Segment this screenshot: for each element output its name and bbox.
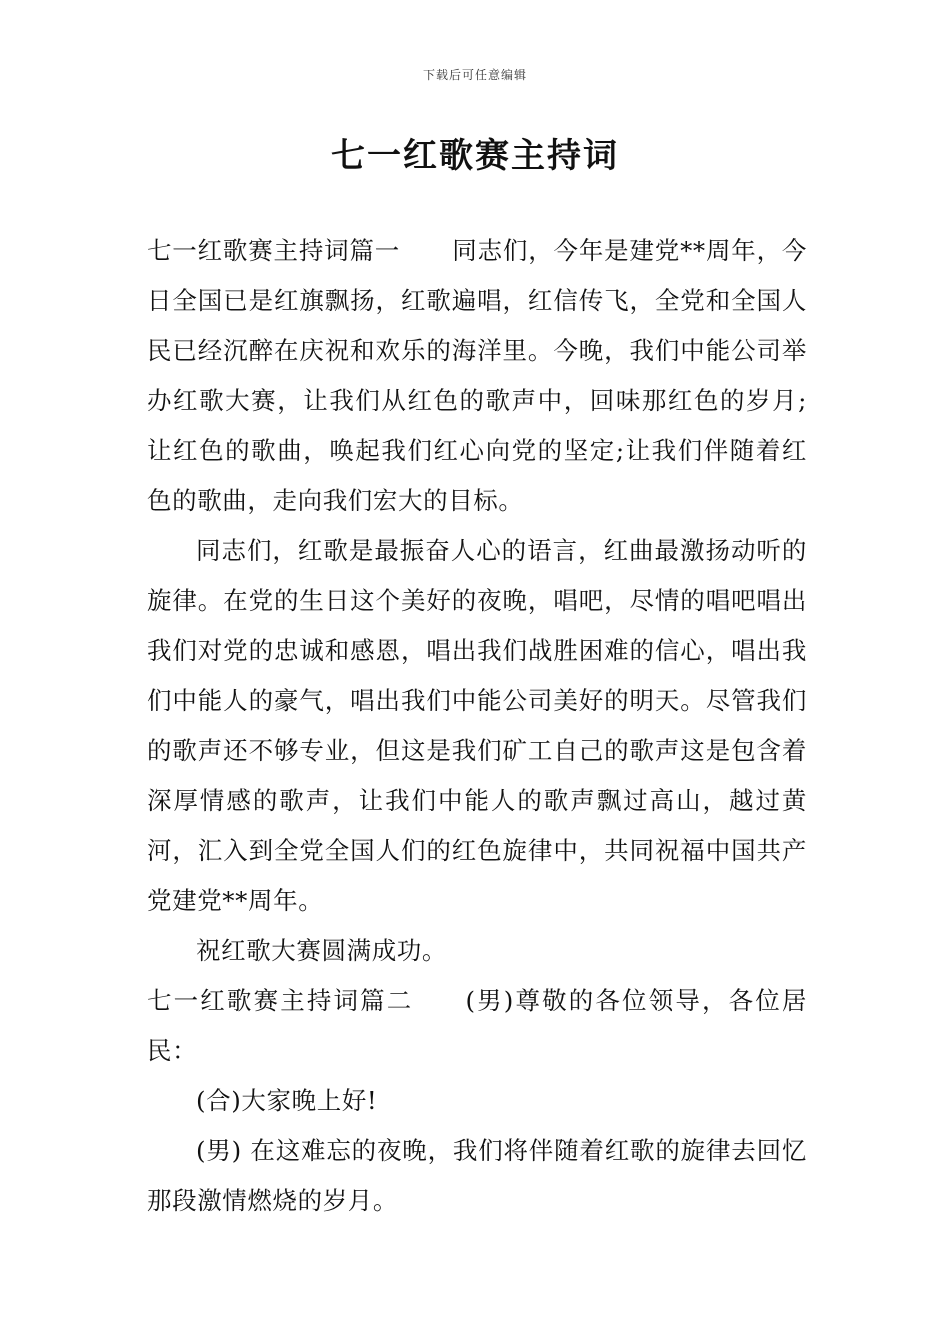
paragraph-1-text: 同志们，今年是建党**周年，今日全国已是红旗飘扬，红歌遍唱，红信传飞，全党和全国人民已经沉醉在庆祝和欢乐的海洋里。今晚，我们中能公司举办红歌大赛，让我们从红色的歌声中，回味那红色的岁月;让红色的歌曲，唤起我们红心向党的坚定;让我们伴随着红色的歌曲，走向我们宏大的目标。 bbox=[147, 236, 808, 515]
paragraph-5: (合)大家晚上好! bbox=[196, 1086, 378, 1115]
paragraph-3: 祝红歌大赛圆满成功。 bbox=[196, 936, 447, 965]
paragraph-4-text: (男)尊敬的各位领导，各位居民： bbox=[147, 986, 808, 1065]
paragraph-6: (男) 在这难忘的夜晚，我们将伴随着红歌的旋律去回忆那段激情燃烧的岁月。 bbox=[147, 1136, 807, 1215]
document-title: 七一红歌赛主持词 bbox=[331, 136, 619, 176]
paragraph-1 bbox=[147, 226, 807, 526]
header-note: 下载后可任意编辑 bbox=[422, 68, 527, 82]
section-heading-1: 七一红歌赛主持词篇一 bbox=[147, 236, 401, 265]
paragraph-4 bbox=[147, 976, 807, 1076]
document-body bbox=[147, 226, 807, 1226]
section-heading-2: 七一红歌赛主持词篇二 bbox=[147, 986, 414, 1015]
paragraph-2: 同志们，红歌是最振奋人心的语言，红曲最激扬动听的旋律。在党的生日这个美好的夜晚，唱吧，尽情的唱吧唱出我们对党的忠诚和感恩，唱出我们战胜困难的信心，唱出我们中能人的豪气，唱出我们中能公司美好的明天。尽管我们的歌声还不够专业，但这是我们矿工自己的歌声这是包含着深厚情感的歌声，让我们中能人的歌声飘过高山，越过黄河，汇入到全党全国人们的红色旋律中，共同祝福中国共产党建党**周年。 bbox=[147, 536, 807, 915]
